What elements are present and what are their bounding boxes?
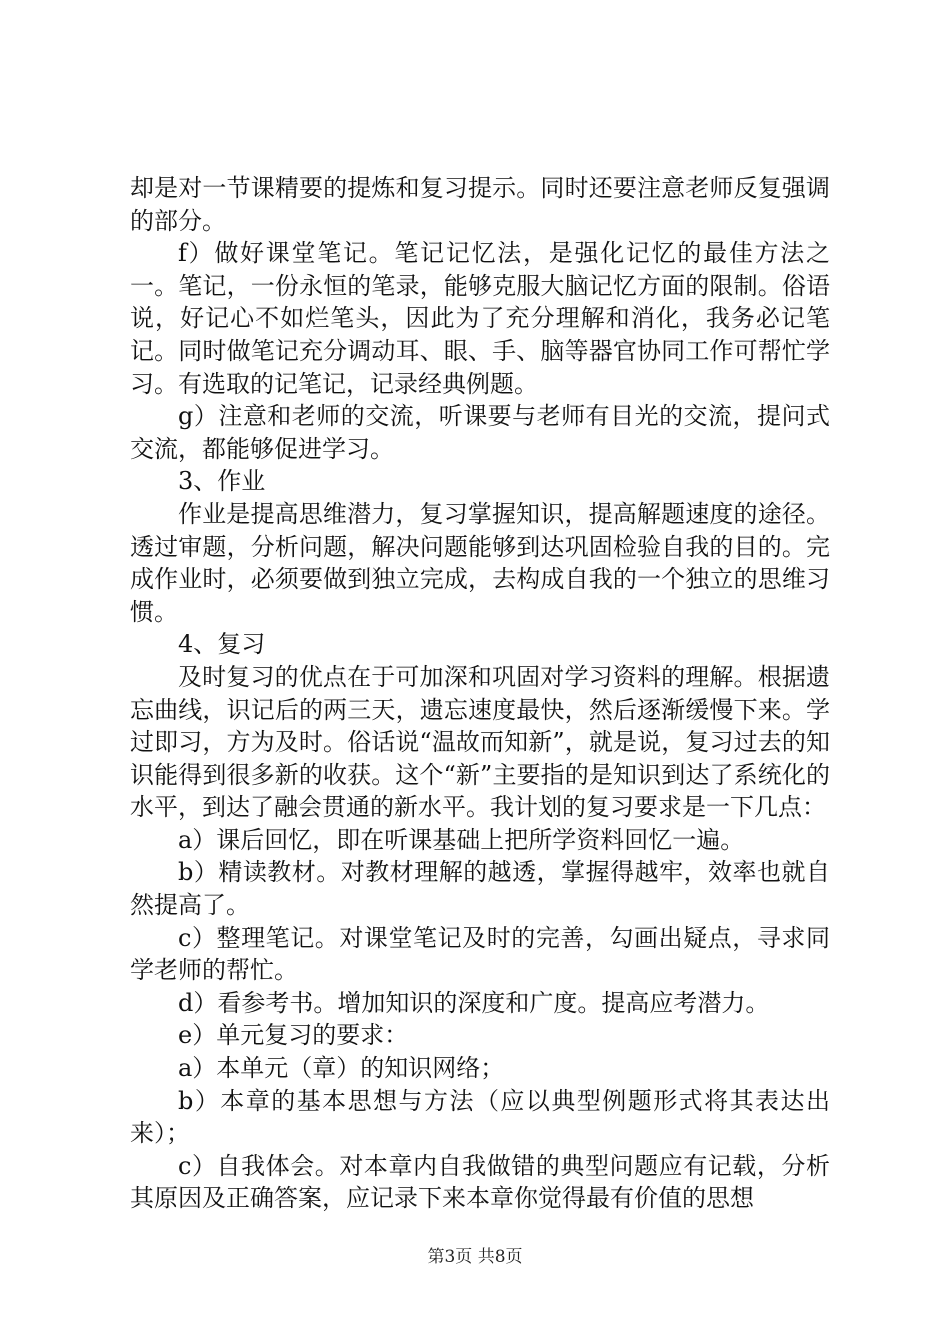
page-number-footer: 第3页 共8页 bbox=[427, 1247, 523, 1267]
list-item-review-c: c）整理笔记。对课堂笔记及时的完善，勾画出疑点，寻求同学老师的帮忙。 bbox=[130, 923, 830, 985]
paragraph-homework: 作业是提高思维潜力，复习掌握知识，提高解题速度的途径。透过审题，分析问题，解决问题能够到达巩固检验自我的目的。完成作业时，必须要做到独立完成，去构成自我的一个独立的思维习惯。 bbox=[130, 499, 830, 626]
paragraph-f-notes: f）做好课堂笔记。笔记记忆法，是强化记忆的最佳方法之一。笔记，一份永恒的笔录，能够克服大脑记忆方面的限制。俗语说，好记心不如烂笔头，因此为了充分理解和消化，我务必记笔记。同时做笔记充分调动耳、眼、手、脑等器官协同工作可帮忙学习。有选取的记笔记，记录经典例题。 bbox=[130, 239, 830, 398]
list-item-review-d: d）看参考书。增加知识的深度和广度。提高应考潜力。 bbox=[178, 988, 770, 1017]
sub-item-unit-b: b）本章的基本思想与方法（应以典型例题形式将其表达出来）； bbox=[130, 1086, 830, 1148]
section-heading-homework: 3、作业 bbox=[178, 467, 266, 496]
paragraph-continuation: 却是对一节课精要的提炼和复习提示。同时还要注意老师反复强调的部分。 bbox=[130, 174, 830, 235]
list-item-review-b: b）精读教材。对教材理解的越透，掌握得越牢，效率也就自然提高了。 bbox=[130, 858, 830, 920]
paragraph-review: 及时复习的优点在于可加深和巩固对学习资料的理解。根据遗忘曲线，识记后的两三天，遗忘速度最快，然后逐渐缓慢下来。学过即习，方为及时。俗话说“温故而知新”，就是说，复习过去的知识能得到很多新的收获。这个“新”主要指的是知识到达了系统化的水平，到达了融会贯通的新水平。我计划的复习要求是一下几点： bbox=[130, 662, 830, 822]
sub-item-unit-c: c）自我体会。对本章内自我做错的典型问题应有记载，分析其原因及正确答案，应记录下来本章你觉得最有价值的思想 bbox=[130, 1151, 830, 1213]
sub-item-unit-a: a）本单元（章）的知识网络； bbox=[178, 1054, 505, 1083]
list-item-review-e: e）单元复习的要求： bbox=[178, 1021, 409, 1050]
paragraph-g-communication: g）注意和老师的交流，听课要与老师有目光的交流，提问式交流，都能够促进学习。 bbox=[130, 402, 830, 463]
document-body bbox=[130, 172, 830, 1215]
section-heading-review: 4、复习 bbox=[178, 630, 266, 659]
list-item-review-a: a）课后回忆，即在听课基础上把所学资料回忆一遍。 bbox=[178, 825, 745, 854]
